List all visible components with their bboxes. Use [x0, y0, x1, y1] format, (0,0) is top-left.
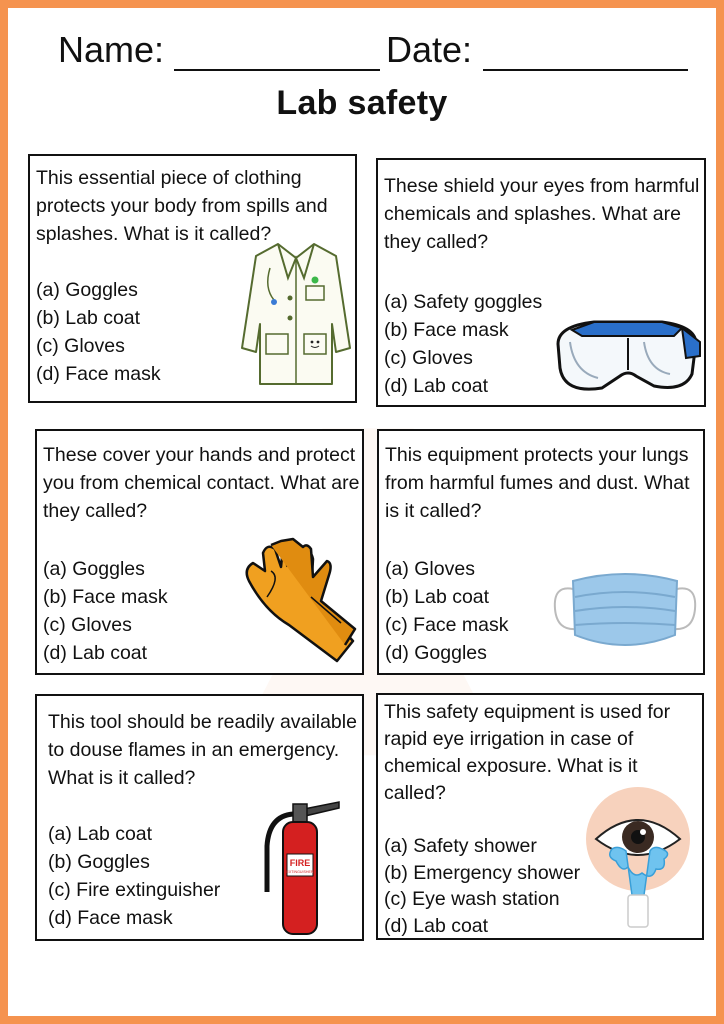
- lab-coat-icon: [240, 238, 352, 388]
- option-list: [385, 555, 509, 667]
- option-b[interactable]: (b) Goggles: [48, 851, 150, 873]
- option-d[interactable]: (d) Lab coat: [384, 914, 489, 937]
- question-card-2: [376, 158, 706, 407]
- option-c[interactable]: (c) Fire extinguisher: [48, 879, 221, 901]
- page-title: Lab safety: [276, 84, 448, 122]
- option-b[interactable]: (b) Emergency shower: [384, 861, 581, 884]
- option-b[interactable]: (b) Face mask: [43, 586, 168, 608]
- option-d[interactable]: (d) Face mask: [36, 363, 161, 385]
- option-d[interactable]: (d) Lab coat: [43, 642, 148, 664]
- face-mask-icon: [551, 559, 699, 659]
- option-d[interactable]: (d) Goggles: [385, 642, 487, 664]
- option-b[interactable]: (b) Lab coat: [385, 586, 490, 608]
- question-card-6: [376, 693, 704, 940]
- date-label: Date:: [386, 29, 473, 70]
- option-list: [43, 555, 168, 667]
- option-a[interactable]: (a) Gloves: [385, 558, 475, 580]
- option-d[interactable]: (d) Lab coat: [384, 375, 489, 397]
- option-list: [36, 276, 161, 388]
- option-a[interactable]: (a) Goggles: [36, 279, 138, 301]
- header: [8, 26, 716, 76]
- option-a[interactable]: (a) Lab coat: [48, 823, 153, 845]
- option-b[interactable]: (b) Face mask: [384, 319, 509, 341]
- question-text: This essential piece of clothing protects your body from spills and splashes. What is it called?: [36, 167, 328, 245]
- option-d[interactable]: (d) Face mask: [48, 907, 173, 929]
- safety-goggles-icon: [554, 312, 702, 400]
- option-list: [384, 833, 580, 939]
- option-list: [48, 820, 220, 932]
- option-c[interactable]: (c) Eye wash station: [384, 888, 560, 910]
- option-a[interactable]: (a) Goggles: [43, 558, 145, 580]
- extinguisher-label-main: FIRE: [289, 858, 311, 868]
- name-label: Name:: [58, 29, 165, 70]
- option-c[interactable]: (c) Gloves: [384, 347, 473, 369]
- eye-wash-icon: [582, 787, 694, 933]
- option-a[interactable]: (a) Safety shower: [384, 835, 537, 857]
- question-text: This tool should be readily available to douse flames in an emergency. What is it called?: [48, 711, 357, 789]
- fire-extinguisher-icon: [259, 796, 343, 938]
- option-c[interactable]: (c) Gloves: [36, 335, 125, 357]
- question-text: This safety equipment is used for rapid eye irrigation in case of chemical exposure. What is it called?: [384, 701, 671, 804]
- option-list: [384, 288, 542, 400]
- question-card-4: [377, 429, 705, 675]
- question-text: This equipment protects your lungs from harmful fumes and dust. What is it called?: [385, 444, 690, 522]
- date-field-line[interactable]: [483, 69, 688, 71]
- option-a[interactable]: (a) Safety goggles: [384, 291, 543, 313]
- question-card-3: [35, 429, 364, 675]
- extinguisher-label-sub: EXTINGUISHER: [286, 870, 314, 874]
- option-c[interactable]: (c) Face mask: [385, 614, 509, 636]
- question-text: These cover your hands and protect you from chemical contact. What are they called?: [43, 444, 360, 522]
- question-card-5: [35, 694, 364, 941]
- option-c[interactable]: (c) Gloves: [43, 614, 132, 636]
- gloves-icon: [241, 537, 361, 665]
- question-card-1: [28, 154, 357, 403]
- name-field-line[interactable]: [174, 69, 380, 71]
- question-text: These shield your eyes from harmful chemicals and splashes. What are they called?: [384, 175, 700, 253]
- option-b[interactable]: (b) Lab coat: [36, 307, 141, 329]
